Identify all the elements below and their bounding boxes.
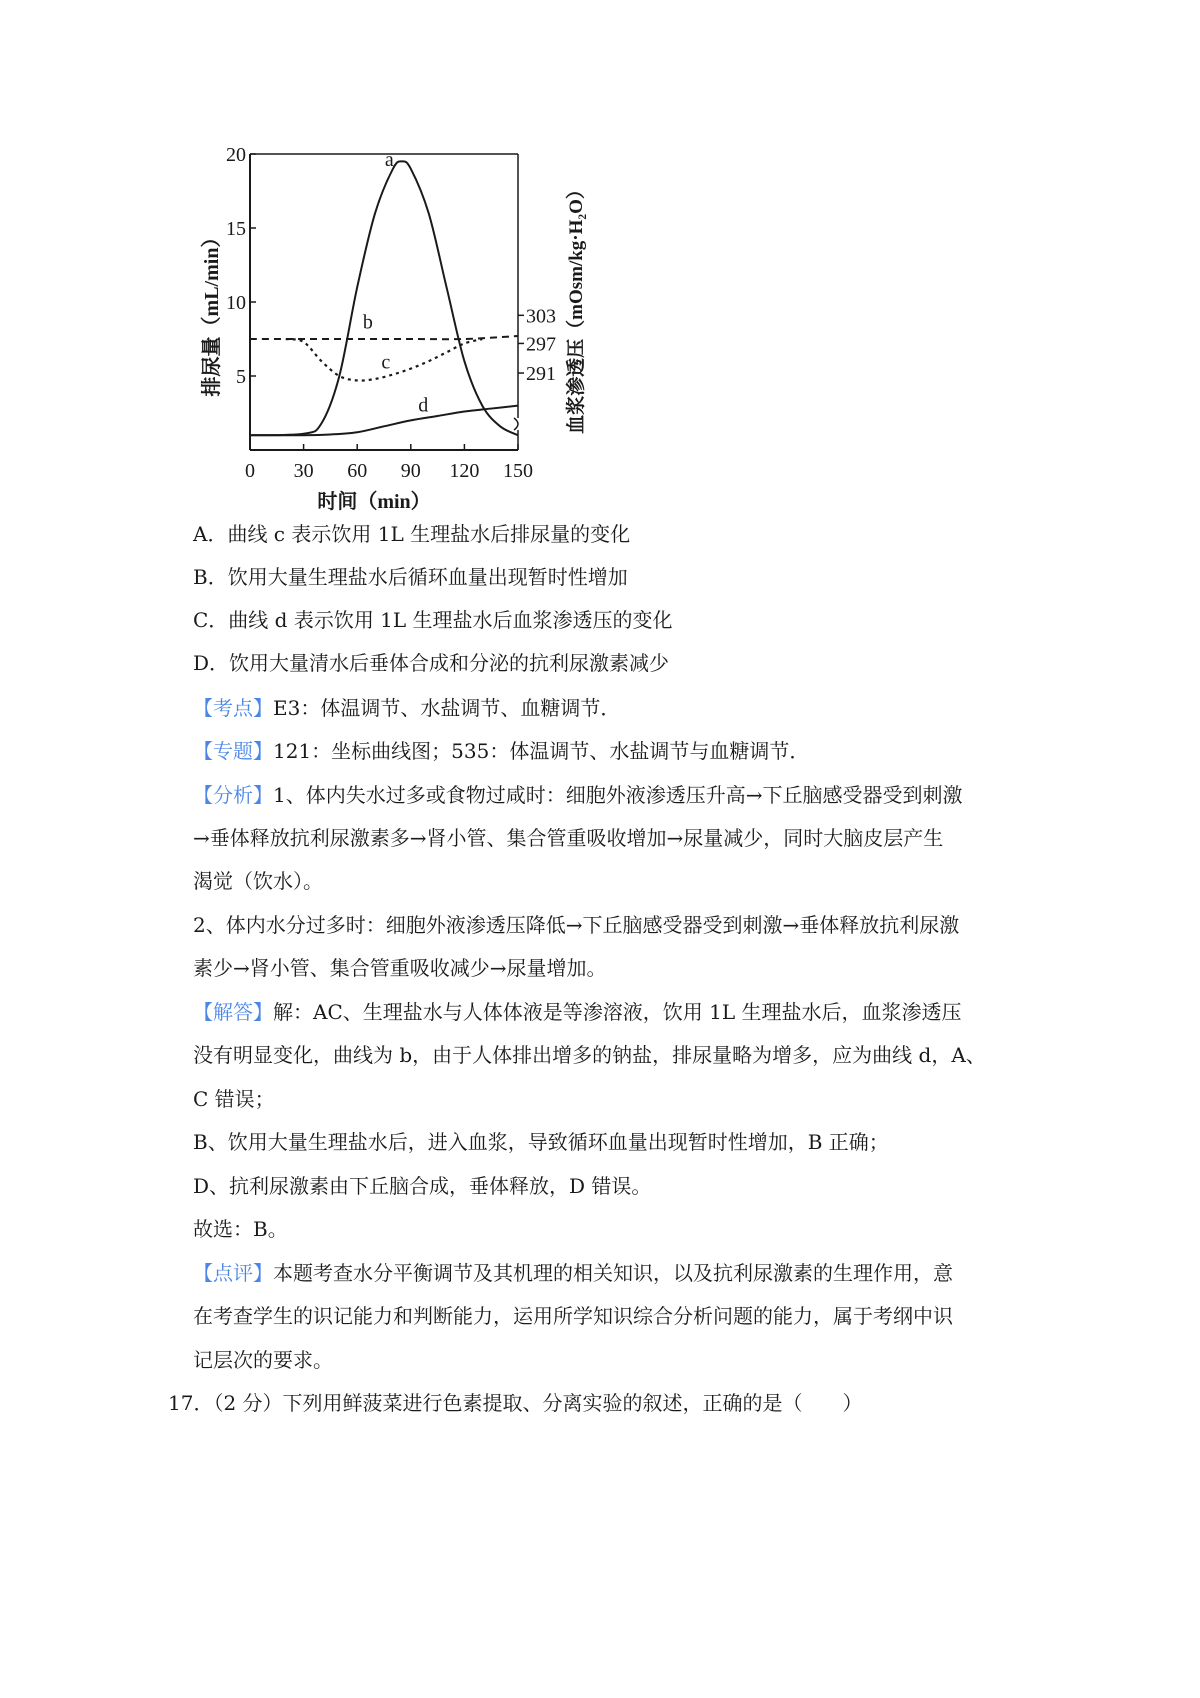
kaodian-line [193, 694, 620, 722]
x-tick-label: 60 [347, 460, 368, 482]
y-tick-label: 15 [226, 218, 246, 240]
jieda-line-6: 故选：B。 [193, 1217, 288, 1241]
option-b: B．饮用大量生理盐水后循环血量出现暂时性增加 [193, 565, 628, 589]
chart-labels [200, 144, 587, 513]
curve-label-a: a [384, 148, 394, 171]
x-tick-label: 150 [503, 460, 533, 482]
zhuanti-line [193, 737, 809, 765]
curve-a [250, 161, 518, 435]
x-axis-title: 时间（min） [317, 491, 431, 513]
y-tick-label: 20 [226, 144, 246, 166]
chart-curves [250, 161, 518, 435]
y2-tick-label: 291 [526, 363, 556, 386]
fenxi-line-5: 素少→肾小管、集合管重吸收减少→尿量增加。 [193, 956, 607, 980]
jieda-line-4: B、饮用大量生理盐水后，进入血浆，导致循环血量出现暂时性增加，B 正确； [193, 1130, 889, 1154]
dianping-line-1 [193, 1259, 953, 1287]
jieda-line-2: 没有明显变化，曲线为 b，由于人体排出增多的钠盐，排尿量略为增多，应为曲线 d，A、 [193, 1043, 986, 1067]
y-axis-title-right: 血浆渗透压（mOsm/kg·H₂O） [566, 180, 587, 434]
option-a: A．曲线 c 表示饮用 1L 生理盐水后排尿量的变化 [193, 522, 631, 546]
jieda-text-1: 解：AC、生理盐水与人体体液是等渗溶液，饮用 1L 生理盐水后，血浆渗透压 [273, 1000, 962, 1024]
kaodian-text: E3：体温调节、水盐调节、血糖调节． [273, 696, 621, 720]
fenxi-line-1 [193, 781, 962, 809]
zhuanti-text: 121：坐标曲线图；535：体温调节、水盐调节与血糖调节． [273, 739, 810, 763]
jieda-line-5: D、抗利尿激素由下丘脑合成，垂体释放，D 错误。 [193, 1174, 652, 1198]
kaodian-tag: 【考点】 [193, 696, 273, 720]
y2-tick-label: 303 [526, 305, 556, 328]
option-c: C．曲线 d 表示饮用 1L 生理盐水后血浆渗透压的变化 [193, 608, 673, 632]
y-axis-title-left: 排尿量（mL/min） [201, 227, 223, 397]
fenxi-tag: 【分析】 [193, 783, 273, 807]
y-tick-label: 5 [236, 366, 246, 388]
jieda-line-3: C 错误； [193, 1087, 275, 1111]
fenxi-line-2: →垂体释放抗利尿激素多→肾小管、集合管重吸收增加→尿量减少，同时大脑皮层产生 [193, 826, 944, 850]
x-tick-label: 30 [293, 460, 314, 482]
y-tick-label: 10 [226, 292, 246, 314]
curve-label-d: d [418, 394, 429, 417]
jieda-tag: 【解答】 [193, 1000, 273, 1024]
dianping-text-1: 本题考查水分平衡调节及其机理的相关知识，以及抗利尿激素的生理作用，意 [273, 1261, 953, 1285]
curve-b [250, 336, 518, 339]
fenxi-line-3: 渴觉（饮水）。 [193, 869, 323, 893]
x-tick-label: 90 [400, 460, 421, 482]
dianping-line-2: 在考查学生的识记能力和判断能力，运用所学知识综合分析问题的能力，属于考纲中识 [193, 1304, 953, 1328]
curve-label-b: b [362, 311, 373, 334]
fenxi-text-1: 1、体内失水过多或食物过咸时：细胞外液渗透压升高→下丘脑感受器受到刺激 [273, 783, 963, 807]
line-chart [200, 140, 600, 550]
jieda-line-1 [193, 998, 961, 1026]
x-tick-label: 0 [245, 460, 255, 482]
question-17: 17．（2 分）下列用鲜菠菜进行色素提取、分离实验的叙述，正确的是（ ） [168, 1391, 863, 1415]
axis-break-mark [514, 418, 518, 430]
fenxi-line-4: 2、体内水分过多时：细胞外液渗透压降低→下丘脑感受器受到刺激→垂体释放抗利尿激 [193, 913, 960, 937]
y2-tick-label: 297 [526, 333, 556, 356]
x-tick-label: 120 [449, 460, 480, 482]
curve-label-c: c [381, 351, 391, 374]
option-d: D．饮用大量清水后垂体合成和分泌的抗利尿激素减少 [193, 651, 670, 675]
curve-d [250, 406, 518, 436]
dianping-line-3: 记层次的要求。 [193, 1348, 333, 1372]
dianping-tag: 【点评】 [193, 1261, 273, 1285]
zhuanti-tag: 【专题】 [193, 739, 273, 763]
